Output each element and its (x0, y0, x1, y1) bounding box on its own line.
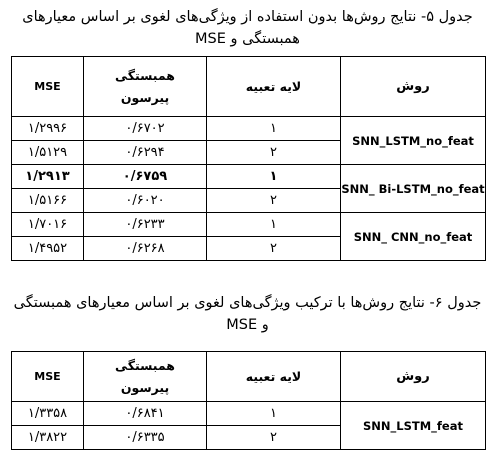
correlation-cell: ۰/۶۷۵۹ (84, 165, 207, 189)
table5-header-method: روش (341, 57, 486, 117)
layer-cell: ۱ (207, 402, 341, 426)
table-row (12, 165, 486, 189)
mse-cell: ۱/۳۳۵۸ (12, 402, 84, 426)
table5 (11, 56, 486, 261)
correlation-cell: ۰/۶۲۹۴ (84, 141, 207, 165)
table-row (12, 117, 486, 141)
layer-cell: ۲ (207, 189, 341, 213)
table6-header-row (12, 352, 486, 402)
table5-header-correlation-line2: پیرسون (120, 89, 170, 105)
correlation-cell: ۰/۶۸۴۱ (84, 402, 207, 426)
table6-header-correlation-line2: پیرسون (120, 379, 170, 395)
correlation-cell: ۰/۶۲۶۸ (84, 237, 207, 261)
table5-header-correlation-line1: همبستگی (115, 67, 175, 83)
table6-header-correlation-line1: همبستگی (115, 357, 175, 373)
method-cell: SNN_LSTM_feat (341, 402, 486, 450)
correlation-cell: ۰/۶۳۳۵ (84, 426, 207, 450)
table6-header-method: روش (341, 352, 486, 402)
mse-cell: ۱/۷۰۱۶ (12, 213, 84, 237)
table5-caption (0, 6, 495, 50)
table6-header-layer: لایه تعبیه (207, 352, 341, 402)
method-cell: SNN_ Bi-LSTM_no_feat (341, 165, 486, 213)
layer-cell: ۱ (207, 117, 341, 141)
correlation-cell: ۰/۶۷۰۲ (84, 117, 207, 141)
table5-caption-line2: همبستگی و MSE (195, 31, 300, 47)
correlation-cell: ۰/۶۰۲۰ (84, 189, 207, 213)
table6-caption-line2: و MSE (226, 317, 269, 333)
mse-cell: ۱/۳۸۲۲ (12, 426, 84, 450)
method-cell: SNN_LSTM_no_feat (341, 117, 486, 165)
table-row (12, 402, 486, 426)
correlation-cell: ۰/۶۲۳۳ (84, 213, 207, 237)
table5-header-layer: لایه تعبیه (207, 57, 341, 117)
layer-cell: ۲ (207, 141, 341, 165)
table-row (12, 213, 486, 237)
layer-cell: ۱ (207, 165, 341, 189)
table6-caption (0, 292, 495, 336)
mse-cell: ۱/۲۹۹۶ (12, 117, 84, 141)
mse-cell: ۱/۵۱۲۹ (12, 141, 84, 165)
table5-header-row (12, 57, 486, 117)
table5-caption-line1: جدول ۵- نتایج روش‌ها بدون استفاده از ویژگی‌های لغوی بر اساس معیارهای (22, 9, 473, 25)
layer-cell: ۲ (207, 237, 341, 261)
table6-header-mse: MSE (12, 352, 84, 402)
mse-cell: ۱/۴۹۵۲ (12, 237, 84, 261)
table6-caption-line1: جدول ۶- نتایج روش‌ها با ترکیب ویژگی‌های لغوی بر اساس معیارهای همبستگی (13, 295, 482, 311)
mse-cell: ۱/۵۱۶۶ (12, 189, 84, 213)
layer-cell: ۲ (207, 426, 341, 450)
method-cell: SNN_ CNN_no_feat (341, 213, 486, 261)
layer-cell: ۱ (207, 213, 341, 237)
table5-header-correlation (84, 57, 207, 117)
mse-cell: ۱/۲۹۱۳ (12, 165, 84, 189)
table5-header-mse: MSE (12, 57, 84, 117)
table6-header-correlation (84, 352, 207, 402)
table6 (11, 351, 486, 450)
